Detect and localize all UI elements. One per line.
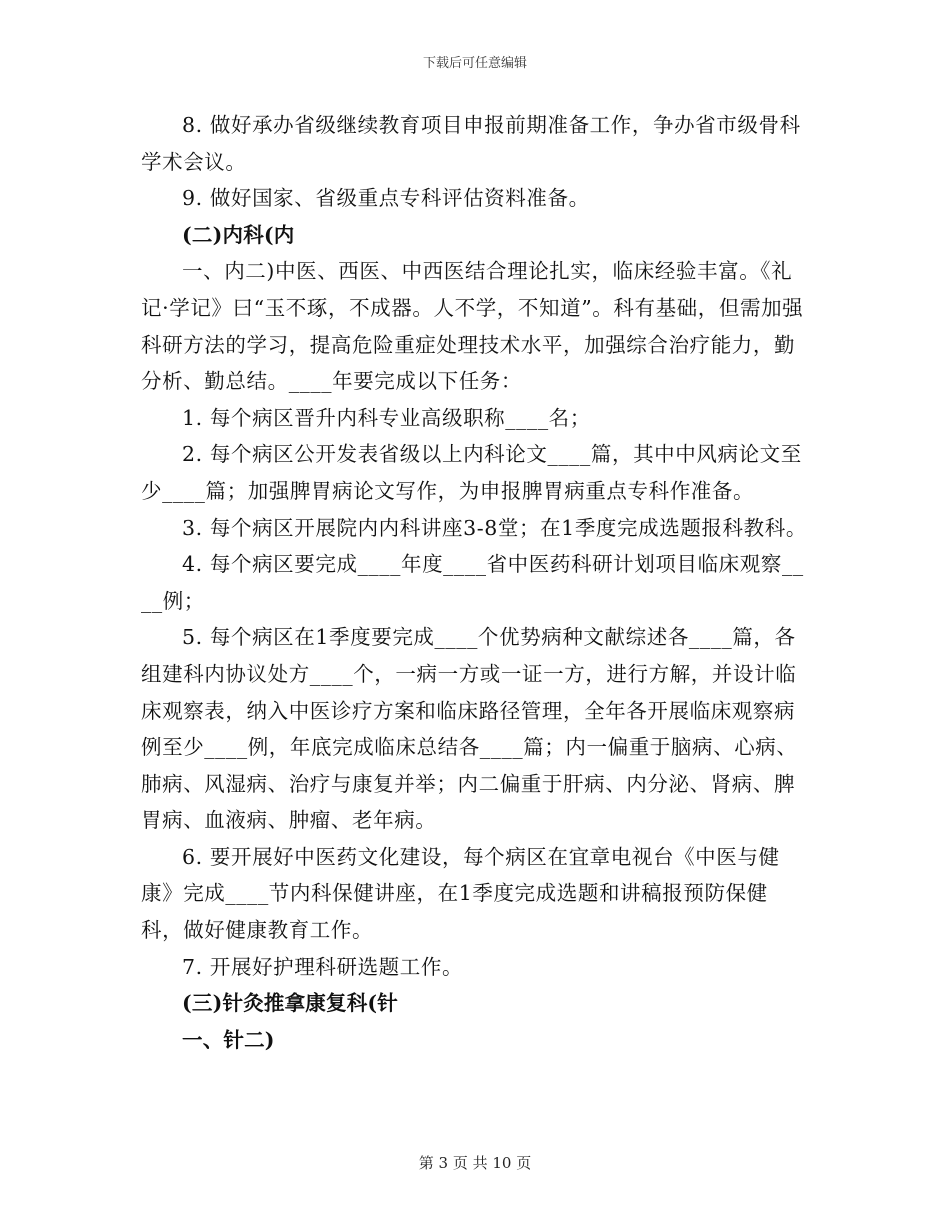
paragraph-item-8: 8. 做好承办省级继续教育项目申报前期准备工作，争办省市级骨科学术会议。 (141, 113, 801, 174)
section-heading-acupuncture: (三)针灸推拿康复科(针 (182, 991, 398, 1016)
page-header-note: 下载后可任意编辑 (422, 56, 527, 71)
paragraph-task-4: 4. 每个病区要完成____年度____省中医药科研计划项目临床观察____例； (141, 552, 804, 613)
page-number-footer: 第 3 页 共 10 页 (418, 1154, 532, 1172)
paragraph-task-5: 5. 每个病区在1季度要完成____个优势病种文献综述各____篇，各组建科内协议处方____个，一病一方或一证一方，进行方解，并设计临床观察表，纳入中医诊疗方案和临床路径管理，全年各开展临床观察病例至少____例，年底完成临床总结各____篇；内一偏重于脑病、心病、肺病、风湿病、治疗与康复并举；内二偏重于肝病、内分泌、肾病、脾胃病、血液病、肿瘤、老年病。 (141, 625, 798, 833)
paragraph-internal-medicine-intro: 一、内二)中医、西医、中西医结合理论扎实，临床经验丰富。《礼记·学记》曰“玉不琢，不成器。人不学，不知道”。科有基础，但需加强科研方法的学习，提高危险重症处理技术水平，加强综合治疗能力，勤分析、勤总结。____年要完成以下任务： (141, 259, 804, 394)
paragraph-task-1: 1. 每个病区晋升内科专业高级职称____名； (182, 405, 591, 430)
paragraph-task-2: 2. 每个病区公开发表省级以上内科论文____篇，其中中风病论文至少____篇；加强脾胃病论文写作，为申报脾胃病重点专科作准备。 (141, 442, 802, 503)
paragraph-item-9: 9. 做好国家、省级重点专科评估资料准备。 (182, 186, 590, 211)
paragraph-task-6: 6. 要开展好中医药文化建设，每个病区在宜章电视台《中医与健康》完成____节内科保健讲座，在1季度完成选题和讲稿报预防保健科，做好健康教育工作。 (141, 844, 780, 943)
section-heading-internal-medicine: (二)内科(内 (182, 222, 295, 247)
section-subheading-acupuncture: 一、针二) (182, 1027, 275, 1052)
paragraph-task-3: 3. 每个病区开展院内内科讲座3-8堂；在1季度完成选题报科教科。 (182, 515, 807, 540)
paragraph-task-7: 7. 开展好护理科研选题工作。 (182, 954, 464, 979)
document-body (141, 107, 809, 1058)
